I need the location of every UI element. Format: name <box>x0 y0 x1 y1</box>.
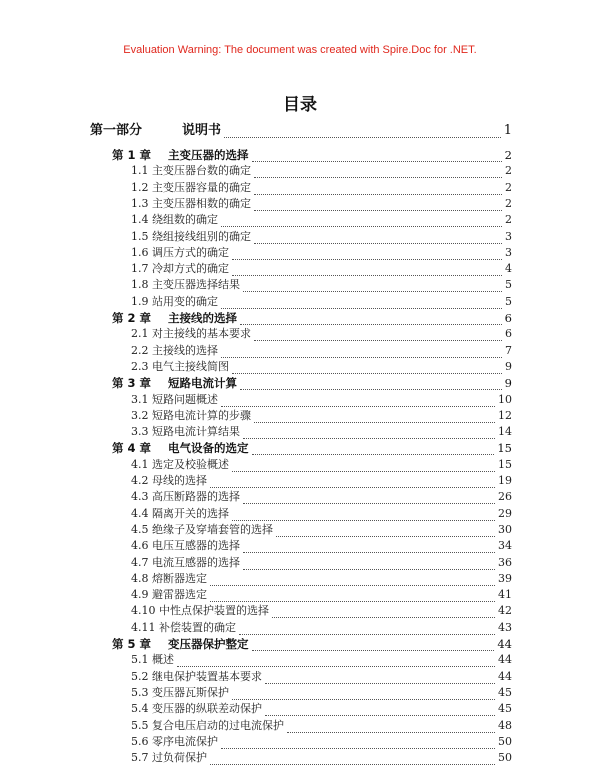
toc-entry-label <box>131 327 251 341</box>
toc-entry-text: 4.5 绝缘子及穿墙套管的选择 <box>131 522 273 536</box>
toc-dot-leader <box>243 428 495 439</box>
toc-page-number: 50 <box>498 751 512 765</box>
toc-section-entry[interactable] <box>131 572 512 586</box>
toc-dot-leader <box>243 542 495 553</box>
toc-dot-leader <box>243 559 495 570</box>
toc-dot-leader <box>210 575 495 586</box>
toc-entry-label <box>131 719 284 733</box>
toc-section-entry[interactable] <box>131 686 512 700</box>
toc-entry-label <box>131 523 273 537</box>
toc-entry-text: 1.9 站用变的确定 <box>131 294 218 308</box>
toc-page-number: 34 <box>498 539 512 553</box>
toc-entry-text: 3.2 短路电流计算的步骤 <box>131 408 251 422</box>
toc-page-number: 42 <box>498 604 512 618</box>
toc-page-number: 30 <box>498 522 512 536</box>
toc-dot-leader <box>272 607 495 618</box>
toc-dot-leader <box>254 167 502 178</box>
toc-dot-leader <box>252 640 495 651</box>
toc-section-entry[interactable] <box>131 556 512 570</box>
toc-section-entry[interactable] <box>131 751 512 765</box>
toc-page-number: 7 <box>505 343 512 357</box>
toc-entry-text: 主接线的选择 <box>168 311 237 325</box>
toc-page-number: 14 <box>498 425 512 439</box>
toc-entry-label <box>131 164 251 178</box>
toc-entry-text: 3.3 短路电流计算结果 <box>131 425 240 439</box>
toc-entry-label <box>131 197 251 211</box>
toc-dot-leader <box>224 127 501 138</box>
toc-section-entry[interactable] <box>131 702 512 716</box>
toc-dot-leader <box>221 738 495 749</box>
toc-entry-number: 第 2 章 <box>112 311 152 325</box>
toc-section-entry[interactable] <box>131 181 512 195</box>
toc-entry-label <box>131 262 229 276</box>
toc-entry-label <box>131 556 240 570</box>
toc-chapter-entry[interactable] <box>112 148 512 162</box>
toc-entry-number: 第一部分 <box>90 123 143 138</box>
toc-entry-text: 5.7 过负荷保护 <box>131 751 207 765</box>
toc-section-entry[interactable] <box>131 425 512 439</box>
toc-entry-label <box>131 653 174 667</box>
toc-dot-leader <box>221 216 502 227</box>
toc-chapter-entry[interactable] <box>112 441 512 455</box>
toc-entry-label <box>112 376 237 390</box>
toc-entry-label <box>131 230 251 244</box>
toc-dot-leader <box>177 656 495 667</box>
toc-entry-text: 1.6 调压方式的确定 <box>131 245 229 259</box>
toc-entry-text: 4.10 中性点保护装置的选择 <box>131 604 269 618</box>
toc-entry-text: 2.1 对主接线的基本要求 <box>131 327 251 341</box>
toc-entry-label <box>131 702 262 716</box>
toc-entry-text: 5.3 变压器瓦斯保护 <box>131 685 229 699</box>
toc-dot-leader <box>221 396 495 407</box>
toc-entry-text: 2.3 电气主接线简图 <box>131 359 229 373</box>
toc-dot-leader <box>232 265 502 276</box>
toc-page-number: 26 <box>498 490 512 504</box>
toc-section-entry[interactable] <box>131 360 512 374</box>
toc-entry-label <box>131 409 251 423</box>
toc-dot-leader <box>254 412 495 423</box>
toc-title: 目录 <box>283 95 317 115</box>
toc-page-number: 39 <box>498 571 512 585</box>
toc-entry-label <box>131 507 229 521</box>
toc-page-number: 15 <box>498 457 512 471</box>
toc-dot-leader <box>210 591 495 602</box>
toc-dot-leader <box>243 493 495 504</box>
toc-entry-text: 4.6 电压互感器的选择 <box>131 539 240 553</box>
toc-dot-leader <box>265 705 495 716</box>
toc-dot-leader <box>239 624 495 635</box>
toc-section-entry[interactable] <box>131 278 512 292</box>
toc-page-number: 43 <box>498 620 512 634</box>
toc-page-number: 45 <box>498 685 512 699</box>
toc-entry-label <box>131 474 207 488</box>
toc-entry-text: 1.7 冷却方式的确定 <box>131 262 229 276</box>
toc-entry-text: 5.1 概述 <box>131 653 174 667</box>
toc-entry-text: 主变压器的选择 <box>168 148 249 162</box>
toc-entry-label <box>112 441 249 455</box>
toc-page-number: 29 <box>498 506 512 520</box>
toc-dot-leader <box>254 184 502 195</box>
toc-entry-label <box>131 213 218 227</box>
toc-page-number: 44 <box>497 637 512 651</box>
toc-page-number: 44 <box>498 653 512 667</box>
toc-entry-label <box>131 686 229 700</box>
toc-entry-label <box>131 588 207 602</box>
toc-entry-text: 短路电流计算 <box>168 376 237 391</box>
toc-entry-text: 4.3 高压断路器的选择 <box>131 490 240 504</box>
toc-entry-number: 第 5 章 <box>112 637 152 651</box>
toc-entry-text: 4.4 隔离开关的选择 <box>131 506 229 520</box>
toc-section-entry[interactable] <box>131 327 512 341</box>
toc-dot-leader <box>221 347 502 358</box>
toc-entry-text: 1.1 主变压器台数的确定 <box>131 164 251 178</box>
toc-dot-leader <box>232 689 495 700</box>
toc-entry-label <box>131 621 236 635</box>
toc-section-entry[interactable] <box>131 197 512 211</box>
toc-page-number: 2 <box>504 148 512 162</box>
toc-dot-leader <box>210 477 495 488</box>
toc-entry-label <box>131 246 229 260</box>
toc-entry-label <box>131 425 240 439</box>
toc-chapter-entry[interactable] <box>112 637 512 651</box>
toc-entry-text: 变压器保护整定 <box>168 637 249 651</box>
toc-entry-label <box>131 604 269 618</box>
toc-chapter-entry[interactable] <box>112 376 512 390</box>
toc-dot-leader <box>232 363 502 374</box>
toc-entry-label <box>131 181 251 195</box>
toc-entry-label <box>131 360 229 374</box>
toc-entry-label <box>112 637 249 651</box>
toc-dot-leader <box>254 233 502 244</box>
toc-entry-text: 2.2 主接线的选择 <box>131 343 218 357</box>
toc-dot-leader <box>240 379 502 390</box>
toc-entry-label <box>131 572 207 586</box>
toc-section-entry[interactable] <box>131 393 512 407</box>
toc-page-number: 2 <box>505 196 512 210</box>
toc-section-entry[interactable] <box>131 621 512 635</box>
toc-page-number: 6 <box>505 327 512 341</box>
toc-section-entry[interactable] <box>131 719 512 733</box>
toc-page-number: 15 <box>497 441 512 456</box>
toc-dot-leader <box>221 298 502 309</box>
toc-page-number: 1 <box>503 123 512 138</box>
toc-entry-label <box>131 458 229 472</box>
toc-section-entry[interactable] <box>131 164 512 178</box>
toc-section-entry[interactable] <box>131 523 512 537</box>
toc-section-entry[interactable] <box>131 295 512 309</box>
toc-dot-leader <box>252 444 495 455</box>
toc-page-number: 48 <box>498 718 512 732</box>
toc-page-number: 3 <box>505 245 512 259</box>
toc-section-entry[interactable] <box>131 458 512 472</box>
toc-dot-leader <box>254 200 502 211</box>
toc-dot-leader <box>254 330 502 341</box>
toc-entry-text: 4.11 补偿装置的确定 <box>131 620 236 634</box>
toc-entry-text: 1.4 绕组数的确定 <box>131 213 218 227</box>
toc-dot-leader <box>240 314 502 325</box>
toc-dot-leader <box>210 754 495 765</box>
toc-entry-label <box>131 735 218 749</box>
toc-page-number: 12 <box>498 408 512 422</box>
toc-section-entry[interactable] <box>131 670 512 684</box>
toc-entry-text: 1.3 主变压器相数的确定 <box>131 196 251 210</box>
toc-section-entry[interactable] <box>131 230 512 244</box>
toc-entry-text: 3.1 短路问题概述 <box>131 392 218 406</box>
toc-entry-label <box>131 490 240 504</box>
toc-entry-text: 4.7 电流互感器的选择 <box>131 555 240 569</box>
toc-section-entry[interactable] <box>131 735 512 749</box>
toc-dot-leader <box>265 673 495 684</box>
toc-entry-text: 5.6 零序电流保护 <box>131 734 218 748</box>
toc-dot-leader <box>243 281 502 292</box>
toc-entry-text: 说明书 <box>182 123 222 138</box>
toc-entry-text: 1.8 主变压器选择结果 <box>131 278 240 292</box>
toc-section-entry[interactable] <box>131 507 512 521</box>
toc-part-entry[interactable] <box>90 124 512 138</box>
toc-entry-label <box>131 670 262 684</box>
toc-entry-text: 1.5 绕组接线组别的确定 <box>131 229 251 243</box>
toc-page-number: 41 <box>498 588 512 602</box>
evaluation-warning: Evaluation Warning: The document was created with Spire.Doc for .NET. <box>123 44 477 56</box>
toc-page-number: 3 <box>505 229 512 243</box>
toc-section-entry[interactable] <box>131 474 512 488</box>
toc-dot-leader <box>232 510 495 521</box>
toc-entry-text: 5.4 变压器的纵联差动保护 <box>131 702 262 716</box>
toc-entry-label <box>131 344 218 358</box>
toc-page-number: 44 <box>498 669 512 683</box>
toc-section-entry[interactable] <box>131 604 512 618</box>
toc-section-entry[interactable] <box>131 213 512 227</box>
toc-page-number: 4 <box>505 262 512 276</box>
toc-page-number: 45 <box>498 702 512 716</box>
toc-chapter-entry[interactable] <box>112 311 512 325</box>
toc-entry-label <box>131 295 218 309</box>
toc-entry-text: 4.2 母线的选择 <box>131 474 207 487</box>
toc-dot-leader <box>232 249 502 260</box>
toc-page-number: 2 <box>505 213 512 227</box>
toc-entry-text: 电气设备的选定 <box>168 441 249 456</box>
toc-section-entry[interactable] <box>131 539 512 553</box>
toc-dot-leader <box>276 526 495 537</box>
toc-entry-number: 第 4 章 <box>112 441 152 456</box>
toc-entry-text: 4.8 熔断器选定 <box>131 571 207 585</box>
toc-page-number: 36 <box>498 555 512 569</box>
toc-page-number: 9 <box>504 376 512 391</box>
toc-page-number: 6 <box>504 311 512 325</box>
toc-page-number: 2 <box>505 164 512 178</box>
toc-section-entry[interactable] <box>131 344 512 358</box>
toc-section-entry[interactable] <box>131 246 512 260</box>
toc-section-entry[interactable] <box>131 262 512 276</box>
toc-dot-leader <box>232 461 495 472</box>
toc-section-entry[interactable] <box>131 490 512 504</box>
toc-entry-text: 1.2 主变压器容量的确定 <box>131 180 251 194</box>
toc-entry-label <box>131 751 207 765</box>
toc-page-number: 19 <box>498 474 512 487</box>
toc-entry-label <box>131 278 240 292</box>
toc-page-number: 2 <box>505 180 512 194</box>
toc-entry-text: 5.2 继电保护装置基本要求 <box>131 669 262 683</box>
toc-page-number: 10 <box>498 392 512 406</box>
toc-entry-number: 第 3 章 <box>112 376 152 391</box>
toc-page-number: 50 <box>498 734 512 748</box>
toc-page-number: 5 <box>505 278 512 292</box>
toc-page-number: 9 <box>505 359 512 373</box>
toc-entry-label <box>112 311 237 325</box>
toc-section-entry[interactable] <box>131 588 512 602</box>
toc-dot-leader <box>287 722 495 733</box>
toc-section-entry[interactable] <box>131 653 512 667</box>
toc-entry-label <box>131 393 218 407</box>
toc-dot-leader <box>252 151 502 162</box>
toc-entry-number: 第 1 章 <box>112 148 152 162</box>
toc-entry-label <box>90 124 221 138</box>
toc-entry-label <box>112 148 249 162</box>
toc-entry-text: 5.5 复合电压启动的过电流保护 <box>131 718 284 732</box>
toc-entry-text: 4.1 选定及校验概述 <box>131 457 229 471</box>
toc-page-number: 5 <box>505 294 512 308</box>
toc-section-entry[interactable] <box>131 409 512 423</box>
toc-entry-text: 4.9 避雷器选定 <box>131 588 207 602</box>
toc-entry-label <box>131 539 240 553</box>
